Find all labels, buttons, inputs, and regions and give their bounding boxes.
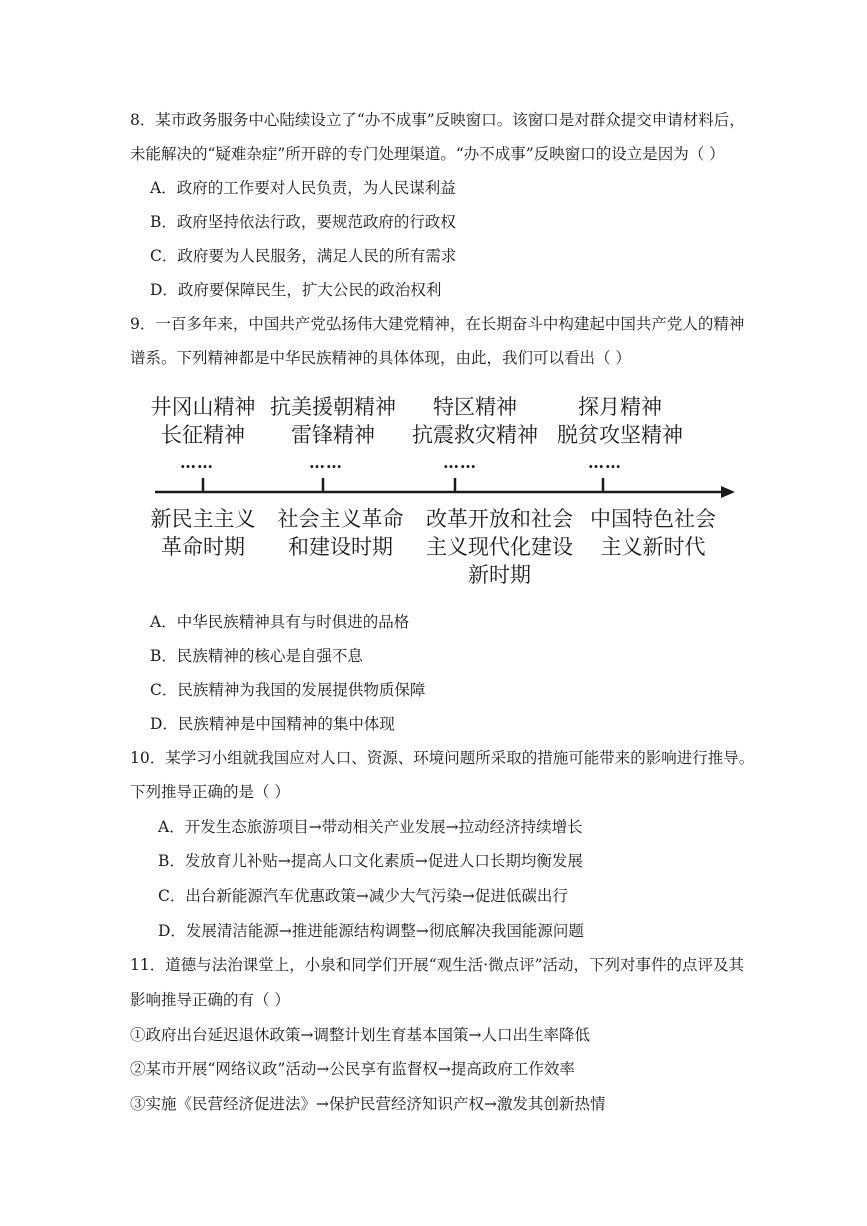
q11-item-1: ①政府出台延迟退休政策→调整计划生育基本国策→人口出生率降低 [130, 1026, 590, 1044]
ellipsis: …… [309, 453, 343, 472]
spirit-name: 雷锋精神 [291, 423, 375, 447]
ellipsis: …… [588, 453, 622, 472]
period-label: 改革开放和社会 [426, 507, 573, 531]
spirit-group-3 [395, 393, 555, 449]
ellipsis: …… [443, 453, 477, 472]
q10-stem-line2: 下列推导正确的是（ ） [130, 783, 290, 801]
q9-option-a: A．中华民族精神具有与时俱进的品格 [150, 613, 410, 631]
period-label: 社会主义革命 [277, 507, 404, 531]
period-label: 新时期 [468, 563, 531, 587]
period-label: 主义现代化建设 [426, 535, 573, 559]
q11-item-3: ③实施《民营经济促进法》→保护民营经济知识产权→激发其创新热情 [130, 1095, 606, 1113]
q10-stem-line1: 10．某学习小组就我国应对人口、资源、环境问题所采取的措施可能带来的影响进行推导。 [130, 749, 755, 767]
q10-option-c: C．出台新能源汽车优惠政策→减少大气污染→促进低碳出行 [158, 887, 568, 905]
spirit-name: 抗震救灾精神 [412, 423, 538, 447]
q9-option-b: B．民族精神的核心是自强不息 [150, 647, 363, 665]
ellipsis: …… [180, 453, 214, 472]
q8-stem-line2: 未能解决的“疑难杂症”所开辟的专门处理渠道。“办不成事”反映窗口的设立是因为（ ） [130, 145, 725, 163]
q11-stem-line2: 影响推导正确的有（ ） [130, 991, 290, 1009]
timeline-arrow [721, 486, 735, 498]
q10-option-a: A．开发生态旅游项目→带动相关产业发展→拉动经济持续增长 [158, 818, 583, 836]
q9-option-c: C．民族精神为我国的发展提供物质保障 [150, 681, 426, 699]
q10-option-d: D．发展清洁能源→推进能源结构调整→彻底解决我国能源问题 [158, 922, 584, 940]
q8-option-d: D．政府要保障民生，扩大公民的政治权利 [150, 281, 442, 299]
period-label: 新民主主义 [150, 507, 256, 531]
q8-stem-line1: 8．某市政务服务中心陆续设立了“办不成事”反映窗口。该窗口是对群众提交申请材料后， [130, 111, 745, 129]
period-group-4 [578, 505, 728, 561]
q11-item-2: ②某市开展“网络议政”活动→公民享有监督权→提高政府工作效率 [130, 1060, 575, 1078]
period-group-2 [263, 505, 418, 561]
spirit-name: 长征精神 [161, 423, 245, 447]
q8-option-a: A．政府的工作要对人民负责，为人民谋利益 [150, 179, 456, 197]
spirit-name: 井冈山精神 [150, 395, 256, 419]
q9-stem-line2: 谱系。下列精神都是中华民族精神的具体体现，由此，我们可以看出（ ） [130, 349, 631, 367]
period-label: 革命时期 [161, 535, 245, 559]
q8-option-b: B．政府坚持依法行政，要规范政府的行政权 [150, 213, 456, 231]
spirit-name: 脱贫攻坚精神 [557, 423, 683, 447]
q11-stem-line1: 11．道德与法治课堂上，小泉和同学们开展“观生活·微点评”活动，下列对事件的点评及其 [130, 956, 745, 974]
spirit-name: 特区精神 [433, 395, 517, 419]
spirit-group-1 [133, 393, 273, 449]
q9-stem-line1: 9．一百多年来，中国共产党弘扬伟大建党精神，在长期奋斗中构建起中国共产党人的精神 [130, 315, 745, 333]
spirit-group-4 [540, 393, 700, 449]
q9-option-d: D．民族精神是中国精神的集中体现 [150, 715, 395, 733]
period-label: 和建设时期 [288, 535, 393, 559]
period-group-1 [133, 505, 273, 561]
q10-option-b: B．发放育儿补贴→提高人口文化素质→促进人口长期均衡发展 [158, 852, 583, 870]
period-label: 主义新时代 [600, 535, 706, 559]
spirit-group-2 [253, 393, 413, 449]
q8-option-c: C．政府要为人民服务，满足人民的所有需求 [150, 247, 457, 265]
spirit-name: 抗美援朝精神 [270, 395, 396, 419]
period-label: 中国特色社会 [590, 507, 716, 531]
spirit-name: 探月精神 [578, 395, 662, 419]
period-group-3 [412, 505, 587, 589]
